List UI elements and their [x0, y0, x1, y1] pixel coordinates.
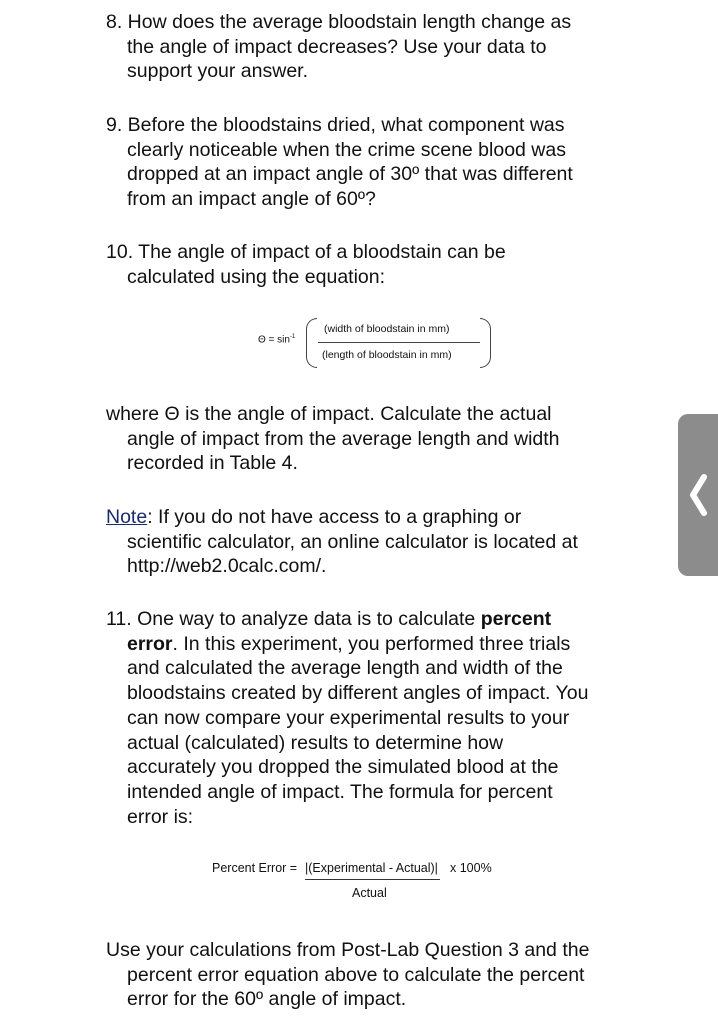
q11-line: can now compare your experimental results to your — [127, 706, 570, 729]
question-9 — [106, 113, 666, 212]
q11-line1-pre: 11. One way to analyze data is to calculate — [106, 608, 481, 630]
where-line: recorded in Table 4. — [127, 452, 298, 475]
q8-line: 8. How does the average bloodstain length change as — [106, 11, 572, 33]
note-line: scientific calculator, an online calculator is located at — [127, 530, 578, 553]
left-parenthesis — [306, 318, 317, 368]
q9-line: clearly noticeable when the crime scene blood was — [127, 138, 566, 161]
q11-line: actual (calculated) results to determine how — [127, 731, 504, 754]
where-line: angle of impact from the average length and width — [127, 427, 560, 450]
side-panel-toggle[interactable] — [678, 414, 718, 576]
equation-numerator: (width of bloodstain in mm) — [324, 323, 450, 335]
fraction-bar — [305, 879, 440, 880]
q11-bold-term: error — [127, 632, 173, 655]
where-line: where Θ is the angle of impact. Calculate the actual — [106, 403, 552, 425]
fraction-bar — [318, 342, 480, 343]
where-paragraph — [106, 402, 666, 476]
question-8 — [106, 10, 666, 84]
equation-lhs: Percent Error = — [212, 861, 298, 875]
percent-error-equation — [212, 858, 512, 902]
question-11 — [106, 607, 666, 829]
calculator-link[interactable]: http://web2.0calc.com/. — [127, 555, 327, 578]
q9-line: 9. Before the bloodstains dried, what component was — [106, 114, 565, 136]
chevron-left-icon — [689, 474, 707, 516]
equation-lhs-text: Θ = sin — [258, 334, 290, 346]
equation-denominator: (length of bloodstain in mm) — [322, 349, 452, 361]
q11-line: bloodstains created by different angles of impact. You — [127, 682, 589, 705]
q9-line: dropped at an impact angle of 30º that was different — [127, 163, 573, 186]
q11-line: accurately you dropped the simulated blood at the — [127, 756, 559, 779]
note-line — [106, 505, 666, 530]
q11-line2-rest: . In this experiment, you performed three trials — [172, 632, 571, 655]
q11-line: error is: — [127, 805, 194, 828]
note-label: Note — [106, 506, 148, 528]
note-line1-rest: : If you do not have access to a graphing or — [147, 506, 522, 528]
right-parenthesis — [480, 318, 491, 368]
q11-bold-term: percent — [480, 608, 552, 630]
equation-denominator: Actual — [352, 886, 387, 900]
q11-line — [106, 632, 666, 657]
q11-line: and calculated the average length and width of the — [127, 657, 563, 680]
q10-line: 10. The angle of impact of a bloodstain can be — [106, 241, 506, 263]
equation-numerator: |(Experimental - Actual)| — [305, 861, 438, 875]
q11-line: intended angle of impact. The formula for percent — [127, 780, 553, 803]
q8-line: support your answer. — [127, 60, 309, 83]
q9-line: from an impact angle of 60º? — [127, 188, 376, 211]
equation-exponent: -1 — [289, 334, 296, 340]
question-10 — [106, 240, 666, 289]
closing-line: Use your calculations from Post-Lab Question 3 and the — [106, 939, 590, 961]
q8-line: the angle of impact decreases? Use your data to — [127, 35, 547, 58]
closing-line: percent error equation above to calculate the percent — [127, 963, 585, 986]
note-paragraph — [106, 505, 666, 579]
angle-of-impact-equation — [258, 316, 498, 370]
q10-line: calculated using the equation: — [127, 265, 386, 288]
closing-line: error for the 60º angle of impact. — [127, 988, 407, 1011]
equation-lhs — [258, 334, 295, 345]
equation-multiplier: x 100% — [450, 861, 492, 875]
closing-paragraph — [106, 938, 666, 1012]
q11-line — [106, 607, 666, 632]
